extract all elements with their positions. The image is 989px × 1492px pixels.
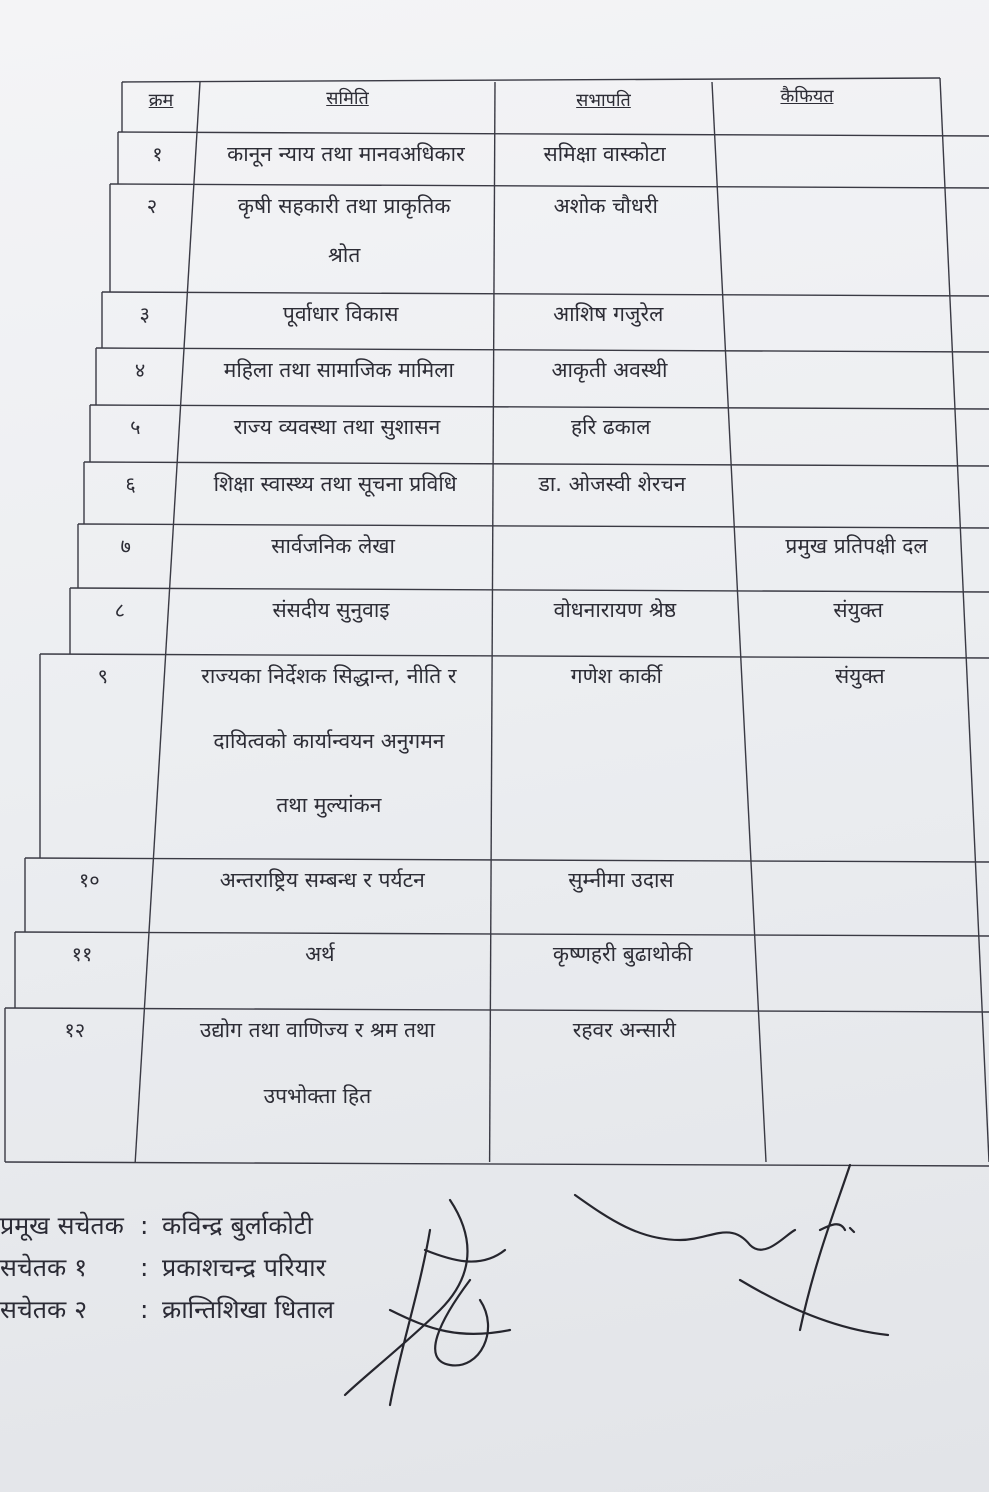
row-serial: २: [146, 194, 158, 218]
row-committee: श्रोत: [328, 243, 361, 267]
row-serial: १०: [78, 868, 100, 892]
row-committee: महिला तथा सामाजिक मामिला: [223, 358, 454, 382]
row-committee: संसदीय सुनुवाइ: [272, 598, 390, 622]
row-serial: ५: [130, 415, 141, 439]
row-serial: १२: [64, 1018, 86, 1042]
row-chair: रहवर अन्सारी: [572, 1018, 676, 1042]
row-serial: १: [152, 142, 163, 166]
signatory-role: सचेतक २: [0, 1295, 88, 1324]
row-committee: सार्वजनिक लेखा: [271, 534, 395, 558]
table-rule: [96, 348, 989, 352]
table-rule: [5, 1008, 989, 1012]
row-committee: अर्थ: [305, 942, 335, 966]
signatory-row: [0, 1250, 326, 1284]
row-serial: ६: [125, 472, 136, 496]
row-committee: शिक्षा स्वास्थ्य तथा सूचना प्रविधि: [213, 472, 457, 496]
row-serial: ७: [120, 534, 131, 558]
row-committee: राज्य व्यवस्था तथा सुशासन: [233, 415, 441, 439]
table-rule: [78, 524, 989, 528]
row-committee: कृषी सहकारी तथा प्राकृतिक: [237, 194, 451, 218]
row-serial: ११: [71, 942, 93, 966]
row-chair: डा. ओजस्वी शेरचन: [538, 472, 686, 496]
row-committee: उपभोक्ता हित: [263, 1084, 372, 1108]
row-committee: राज्यका निर्देशक सिद्धान्त, नीति र: [201, 664, 457, 688]
row-remarks: प्रमुख प्रतिपक्षी दल: [785, 534, 928, 558]
row-committee: पूर्वाधार विकास: [282, 302, 399, 326]
row-committee: कानून न्याय तथा मानवअधिकार: [227, 142, 465, 166]
row-serial: ९: [97, 664, 109, 688]
row-chair: गणेश कार्की: [570, 664, 662, 688]
signatory-row: [0, 1292, 334, 1326]
row-chair: हरि ढकाल: [571, 415, 651, 439]
signatory-name: कविन्द्र बुर्लाकोटी: [162, 1211, 313, 1240]
table-rule: [122, 78, 940, 82]
header-chair: सभापति: [576, 90, 631, 111]
signatory-separator: :: [140, 1295, 149, 1324]
handwritten-signature-right: [570, 1150, 900, 1350]
table-rule: [118, 132, 989, 136]
header-remarks: कैफियत: [780, 86, 834, 107]
table-rule: [70, 588, 989, 592]
table-rule: [110, 184, 989, 188]
row-committee: दायित्वको कार्यान्वयन अनुगमन: [213, 728, 445, 753]
row-serial: ८: [114, 598, 126, 622]
row-chair: सुम्नीमा उदास: [568, 868, 674, 892]
table-rule: [102, 292, 989, 296]
row-chair: आकृती अवस्थी: [551, 358, 668, 382]
table-rule: [84, 462, 989, 466]
row-chair: अशोक चौधरी: [553, 194, 658, 218]
table-rule: [40, 654, 989, 658]
signatory-row: [0, 1208, 313, 1242]
handwritten-signature-left: [330, 1190, 530, 1420]
signatory-name: प्रकाशचन्द्र परियार: [162, 1253, 326, 1282]
row-committee: तथा मुल्यांकन: [276, 793, 382, 818]
row-chair: वोधनारायण श्रेष्ठ: [553, 598, 677, 622]
signatory-name: क्रान्तिशिखा धिताल: [162, 1295, 334, 1324]
signatory-role: प्रमूख सचेतक: [0, 1211, 124, 1240]
row-chair: समिक्षा वास्कोटा: [543, 142, 666, 166]
row-chair: कृष्णहरी बुढाथोकी: [552, 942, 693, 966]
table-rule: [90, 405, 989, 409]
row-serial: ४: [134, 358, 146, 382]
signatory-separator: :: [140, 1253, 149, 1282]
row-committee: उद्योग तथा वाणिज्य र श्रम तथा: [199, 1018, 435, 1042]
row-serial: ३: [139, 302, 150, 326]
table-rule: [25, 858, 989, 862]
row-committee: अन्तराष्ट्रिय सम्बन्ध र पर्यटन: [219, 868, 425, 892]
row-chair: आशिष गजुरेल: [553, 302, 664, 326]
signatory-role: सचेतक १: [0, 1253, 88, 1282]
table-rule: [15, 932, 989, 936]
row-remarks: संयुक्त: [834, 664, 885, 688]
header-serial: क्रम: [148, 90, 174, 111]
row-remarks: संयुक्त: [833, 598, 883, 622]
header-committee: समिति: [326, 88, 369, 109]
signatory-separator: :: [140, 1211, 149, 1240]
